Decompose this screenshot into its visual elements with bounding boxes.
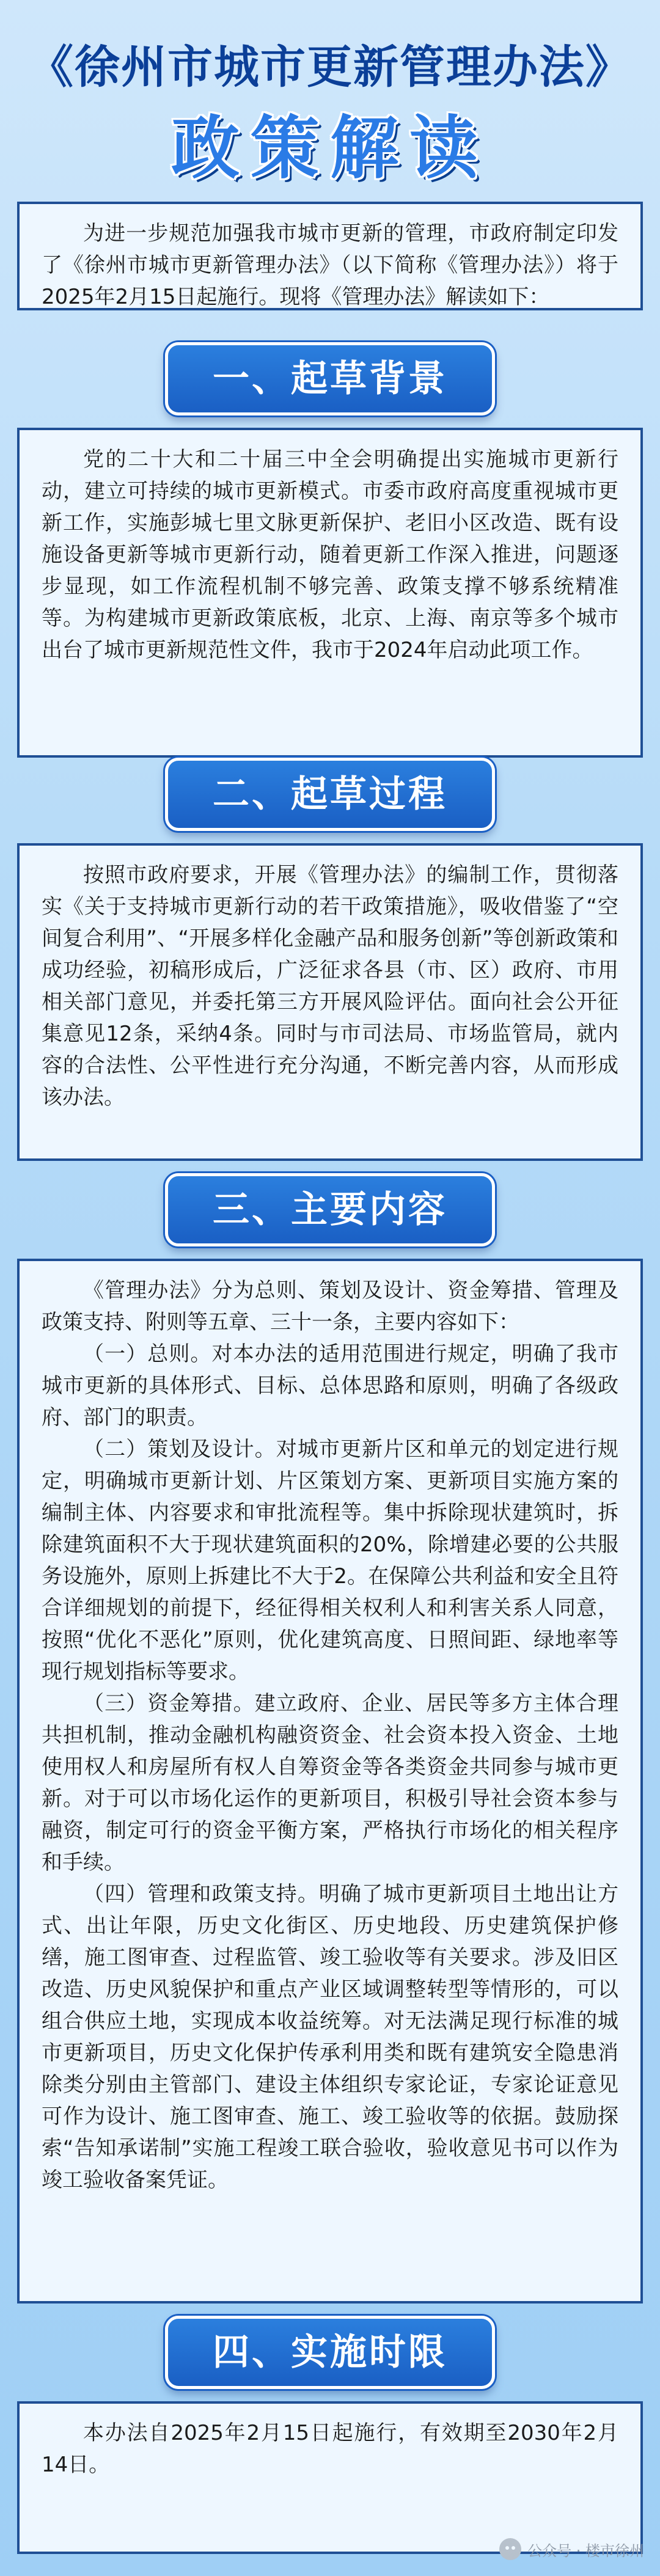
- section-heading-background: 一、起草背景: [165, 342, 495, 415]
- paragraph: 党的二十大和二十届三中全会明确提出实施城市更新行动，建立可持续的城市更新模式。市委市政府高度重视城市更新工作，实施彭城七里文脉更新保护、老旧小区改造、既有设施设备更新等城市更新行动，随着更新工作深入推进，问题逐步显现，如工作流程机制不够完善、政策支撑不够系统精准等。为构建城市更新政策底板，北京、上海、南京等多个城市出台了城市更新规范性文件，我市于2024年启动此项工作。: [42, 447, 618, 662]
- page-subtitle: 政策解读: [171, 109, 489, 188]
- watermark: [499, 2538, 644, 2560]
- intro-box: [17, 202, 643, 310]
- section-content-box: [17, 1259, 643, 2303]
- paragraph: （二）策划及设计。对城市更新片区和单元的划定进行规定，明确城市更新计划、片区策划方案、更新项目实施方案的编制主体、内容要求和审批流程等。集中拆除现状建筑时，拆除建筑面积不大于现状建筑面积的20%，除增建必要的公共服务设施外，原则上拆建比不大于2。在保障公共利益和安全且符合详细规划的前提下，经征得相关权利人和利害关系人同意，按照“优化不恶化”原则，优化建筑高度、日照间距、绿地率等现行规划指标等要求。: [42, 1437, 618, 1684]
- paragraph: （一）总则。对本办法的适用范围进行规定，明确了我市城市更新的具体形式、目标、总体思路和原则，明确了各级政府、部门的职责。: [42, 1342, 618, 1430]
- paragraph: （三）资金筹措。建立政府、企业、居民等多方主体合理共担机制，推动金融机构融资资金、社会资本投入资金、土地使用权人和房屋所有权人自筹资金等各类资金共同参与城市更新。对于可以市场化运作的更新项目，积极引导社会资本参与融资，制定可行的资金平衡方案，严格执行市场化的相关程序和手续。: [42, 1691, 618, 1875]
- paragraph: 本办法自2025年2月15日起施行，有效期至2030年2月14日。: [42, 2421, 618, 2477]
- section-heading-content: 三、主要内容: [165, 1173, 495, 1246]
- paragraph: 《管理办法》分为总则、策划及设计、资金筹措、管理及政策支持、附则等五章、三十一条，主要内容如下：: [42, 1278, 618, 1334]
- intro-text: 为进一步规范加强我市城市更新的管理，市政府制定印发了《徐州市城市更新管理办法》（以下简称《管理办法》）将于2025年2月15日起施行。现将《管理办法》解读如下：: [42, 221, 618, 309]
- section-heading-process: 二、起草过程: [165, 758, 495, 831]
- section-process-box: [17, 843, 643, 1161]
- section-heading-timeline: 四、实施时限: [165, 2316, 495, 2389]
- page-title: 《徐州市城市更新管理办法》: [28, 41, 632, 93]
- section-background-box: [17, 428, 643, 758]
- paragraph: （四）管理和政策支持。明确了城市更新项目土地出让方式、出让年限，历史文化街区、历史地段、历史建筑保护修缮，施工图审查、过程监管、竣工验收等有关要求。涉及旧区改造、历史风貌保护和重点产业区域调整转型等情形的，可以组合供应土地，实现成本收益统筹。对无法满足现行标准的城市更新项目，历史文化保护传承利用类和既有建筑安全隐患消除类分别由主管部门、建设主体组织专家论证，专家论证意见可作为设计、施工图审查、施工、竣工验收等的依据。鼓励探索“告知承诺制”实施工程竣工联合验收，验收意见书可以作为竣工验收备案凭证。: [42, 1882, 618, 2192]
- watermark-text: 公众号 · 楼市徐州: [527, 2542, 644, 2560]
- section-timeline-box: [17, 2401, 643, 2554]
- paragraph: 按照市政府要求，开展《管理办法》的编制工作，贯彻落实《关于支持城市更新行动的若干政策措施》，吸收借鉴了“空间复合利用”、“开展多样化金融产品和服务创新”等创新政策和成功经验，初稿形成后，广泛征求各县（市、区）政府、市用相关部门意见，并委托第三方开展风险评估。面向社会公开征集意见12条，采纳4条。同时与市司法局、市场监管局，就内容的合法性、公平性进行充分沟通，不断完善内容，从而形成该办法。: [42, 863, 618, 1110]
- wechat-icon: [499, 2538, 521, 2560]
